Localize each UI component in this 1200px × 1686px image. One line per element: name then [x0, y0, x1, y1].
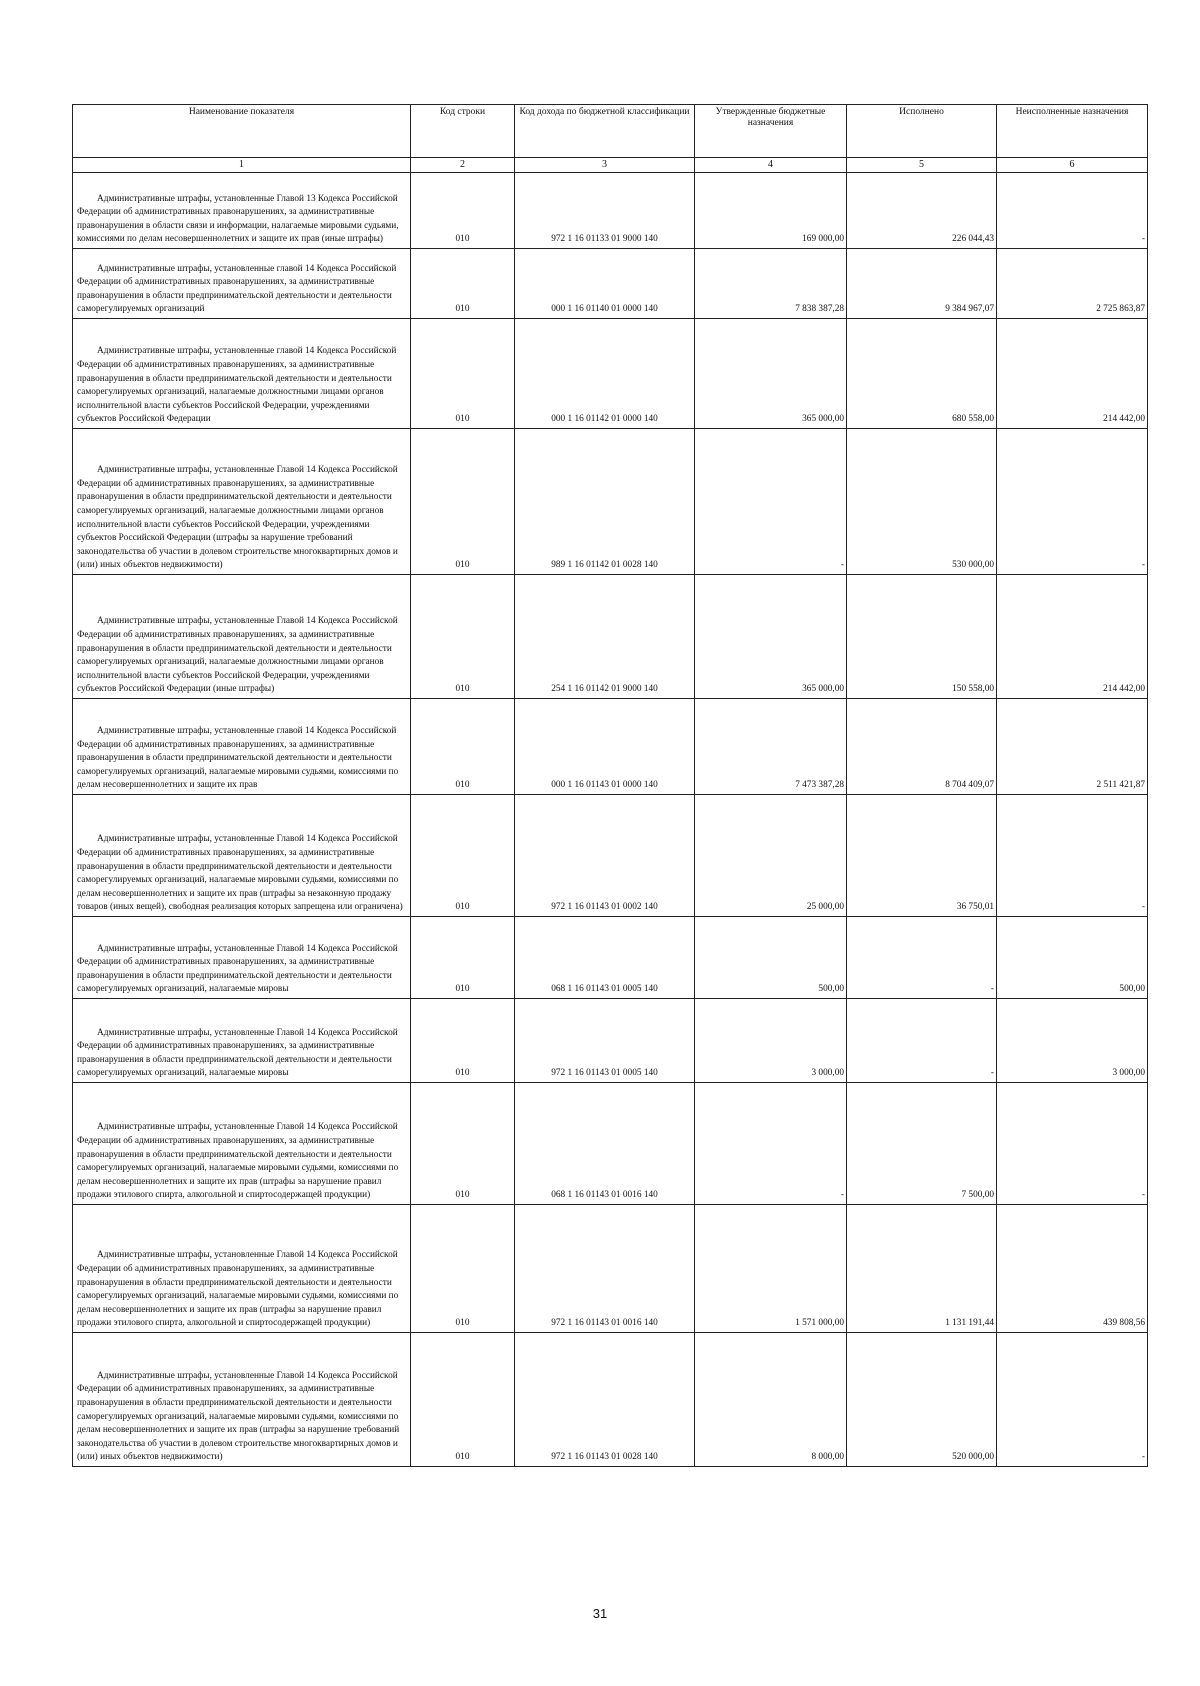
row-line-code: 010 [411, 249, 515, 319]
row-line-code: 010 [411, 173, 515, 249]
column-number-row [73, 158, 1148, 173]
row-line-code: 010 [411, 917, 515, 999]
column-number: 2 [411, 158, 515, 173]
row-unexecuted: - [997, 795, 1148, 917]
row-approved: - [695, 1083, 847, 1205]
table-row [73, 699, 1148, 795]
row-line-code: 010 [411, 429, 515, 575]
row-income-code: 000 1 16 01143 01 0000 140 [515, 699, 695, 795]
header-line-code: Код строки [411, 105, 515, 158]
page-number: 31 [592, 1606, 608, 1621]
row-executed: 36 750,01 [847, 795, 997, 917]
table-body [73, 173, 1148, 1467]
row-unexecuted: - [997, 1333, 1148, 1467]
row-income-code: 000 1 16 01142 01 0000 140 [515, 319, 695, 429]
row-approved: 500,00 [695, 917, 847, 999]
budget-execution-sheet [72, 104, 1147, 1467]
row-income-code: 972 1 16 01143 01 0028 140 [515, 1333, 695, 1467]
row-income-code: 972 1 16 01143 01 0002 140 [515, 795, 695, 917]
row-indicator-name: Административные штрафы, установленные Главой 14 Кодекса Российской Федерации об административных правонарушениях, за административные правонарушения в области предпринимательской деятельности и деятельности саморегулируемых организаций, налагаемые мировыми судьями, комиссиями по делам несовершеннолетних и защите их прав (штрафы за нарушение правил продажи этилового спирта, алкогольной и спиртосодержащей продукции) [73, 1083, 411, 1205]
row-line-code: 010 [411, 1205, 515, 1333]
row-unexecuted: - [997, 173, 1148, 249]
row-approved: 365 000,00 [695, 319, 847, 429]
table-row [73, 173, 1148, 249]
row-approved: - [695, 429, 847, 575]
table-row [73, 917, 1148, 999]
table-row [73, 1083, 1148, 1205]
column-number: 1 [73, 158, 411, 173]
row-indicator-name: Административные штрафы, установленные Главой 14 Кодекса Российской Федерации об административных правонарушениях, за административные правонарушения в области предпринимательской деятельности и деятельности саморегулируемых организаций, налагаемые мировы [73, 999, 411, 1083]
row-indicator-name: Административные штрафы, установленные Главой 14 Кодекса Российской Федерации об административных правонарушениях, за административные правонарушения в области предпринимательской деятельности и деятельности саморегулируемых организаций, налагаемые должностными лицами органов исполнительной власти субъектов Российской Федерации, учреждениями субъектов Российской Федерации (штрафы за нарушение требований законодательства об участии в долевом строительстве многоквартирных домов и (или) иных объектов недвижимости) [73, 429, 411, 575]
column-number: 4 [695, 158, 847, 173]
row-income-code: 068 1 16 01143 01 0005 140 [515, 917, 695, 999]
row-indicator-name: Административные штрафы, установленные Главой 14 Кодекса Российской Федерации об административных правонарушениях, за административные правонарушения в области предпринимательской деятельности и деятельности саморегулируемых организаций, налагаемые мировы [73, 917, 411, 999]
row-income-code: 972 1 16 01143 01 0016 140 [515, 1205, 695, 1333]
row-unexecuted: 439 808,56 [997, 1205, 1148, 1333]
table-row [73, 575, 1148, 699]
row-executed: 520 000,00 [847, 1333, 997, 1467]
table-row [73, 795, 1148, 917]
row-approved: 25 000,00 [695, 795, 847, 917]
row-executed: 1 131 191,44 [847, 1205, 997, 1333]
income-table [72, 104, 1148, 1467]
row-approved: 169 000,00 [695, 173, 847, 249]
table-row [73, 999, 1148, 1083]
table-row [73, 319, 1148, 429]
row-indicator-name: Административные штрафы, установленные Главой 14 Кодекса Российской Федерации об административных правонарушениях, за административные правонарушения в области предпринимательской деятельности и деятельности саморегулируемых организаций, налагаемые мировыми судьями, комиссиями по делам несовершеннолетних и защите их прав (штрафы за нарушение требований законодательства об участии в долевом строительстве многоквартирных домов и (или) иных объектов недвижимости) [73, 1333, 411, 1467]
row-unexecuted: - [997, 429, 1148, 575]
row-unexecuted: 214 442,00 [997, 575, 1148, 699]
row-income-code: 989 1 16 01142 01 0028 140 [515, 429, 695, 575]
row-indicator-name: Административные штрафы, установленные главой 14 Кодекса Российской Федерации об административных правонарушениях, за административные правонарушения в области предпринимательской деятельности и деятельности саморегулируемых организаций, налагаемые должностными лицами органов исполнительной власти субъектов Российской Федерации, учреждениями субъектов Российской Федерации [73, 319, 411, 429]
row-income-code: 068 1 16 01143 01 0016 140 [515, 1083, 695, 1205]
row-approved: 3 000,00 [695, 999, 847, 1083]
row-indicator-name: Административные штрафы, установленные Главой 14 Кодекса Российской Федерации об административных правонарушениях, за административные правонарушения в области предпринимательской деятельности и деятельности саморегулируемых организаций, налагаемые мировыми судьями, комиссиями по делам несовершеннолетних и защите их прав (штрафы за незаконную продажу товаров (иных вещей), свободная реализация которых запрещена или ограничена) [73, 795, 411, 917]
row-line-code: 010 [411, 1333, 515, 1467]
row-executed: 7 500,00 [847, 1083, 997, 1205]
row-unexecuted: 2 511 421,87 [997, 699, 1148, 795]
row-line-code: 010 [411, 699, 515, 795]
row-executed: 150 558,00 [847, 575, 997, 699]
row-approved: 7 838 387,28 [695, 249, 847, 319]
row-line-code: 010 [411, 795, 515, 917]
row-unexecuted: 500,00 [997, 917, 1148, 999]
row-line-code: 010 [411, 575, 515, 699]
header-indicator-name: Наименование показателя [73, 105, 411, 158]
row-indicator-name: Административные штрафы, установленные Главой 14 Кодекса Российской Федерации об административных правонарушениях, за административные правонарушения в области предпринимательской деятельности и деятельности саморегулируемых организаций, налагаемые мировыми судьями, комиссиями по делам несовершеннолетних и защите их прав (штрафы за нарушение правил продажи этилового спирта, алкогольной и спиртосодержащей продукции) [73, 1205, 411, 1333]
row-indicator-name: Административные штрафы, установленные Главой 13 Кодекса Российской Федерации об административных правонарушениях, за административные правонарушения в области связи и информации, налагаемые мировыми судьями, комиссиями по делам несовершеннолетних и защите их прав (иные штрафы) [73, 173, 411, 249]
table-row [73, 1333, 1148, 1467]
header-approved: Утвержденные бюджетные назначения [695, 105, 847, 158]
row-unexecuted: 214 442,00 [997, 319, 1148, 429]
table-row [73, 429, 1148, 575]
table-row [73, 249, 1148, 319]
row-unexecuted: - [997, 1083, 1148, 1205]
header-income-code: Код дохода по бюджетной классификации [515, 105, 695, 158]
row-executed: 9 384 967,07 [847, 249, 997, 319]
column-number: 3 [515, 158, 695, 173]
row-unexecuted: 2 725 863,87 [997, 249, 1148, 319]
column-number: 6 [997, 158, 1148, 173]
row-executed: 680 558,00 [847, 319, 997, 429]
row-income-code: 972 1 16 01133 01 9000 140 [515, 173, 695, 249]
row-approved: 1 571 000,00 [695, 1205, 847, 1333]
row-indicator-name: Административные штрафы, установленные главой 14 Кодекса Российской Федерации об административных правонарушениях, за административные правонарушения в области предпринимательской деятельности и деятельности саморегулируемых организаций, налагаемые мировыми судьями, комиссиями по делам несовершеннолетних и защите их прав [73, 699, 411, 795]
row-indicator-name: Административные штрафы, установленные Главой 14 Кодекса Российской Федерации об административных правонарушениях, за административные правонарушения в области предпринимательской деятельности и деятельности саморегулируемых организаций, налагаемые должностными лицами органов исполнительной власти субъектов Российской Федерации, учреждениями субъектов Российской Федерации (иные штрафы) [73, 575, 411, 699]
row-approved: 8 000,00 [695, 1333, 847, 1467]
row-executed: 8 704 409,07 [847, 699, 997, 795]
header-executed: Исполнено [847, 105, 997, 158]
row-indicator-name: Административные штрафы, установленные главой 14 Кодекса Российской Федерации об административных правонарушениях, за административные правонарушения в области предпринимательской деятельности и деятельности саморегулируемых организаций [73, 249, 411, 319]
row-income-code: 972 1 16 01143 01 0005 140 [515, 999, 695, 1083]
row-approved: 365 000,00 [695, 575, 847, 699]
header-unexecuted: Неисполненные назначения [997, 105, 1148, 158]
row-approved: 7 473 387,28 [695, 699, 847, 795]
row-line-code: 010 [411, 999, 515, 1083]
table-row [73, 1205, 1148, 1333]
row-unexecuted: 3 000,00 [997, 999, 1148, 1083]
row-income-code: 000 1 16 01140 01 0000 140 [515, 249, 695, 319]
row-income-code: 254 1 16 01142 01 9000 140 [515, 575, 695, 699]
row-line-code: 010 [411, 1083, 515, 1205]
header-row [73, 105, 1148, 158]
column-number: 5 [847, 158, 997, 173]
row-executed: 530 000,00 [847, 429, 997, 575]
row-line-code: 010 [411, 319, 515, 429]
row-executed: - [847, 999, 997, 1083]
row-executed: 226 044,43 [847, 173, 997, 249]
row-executed: - [847, 917, 997, 999]
